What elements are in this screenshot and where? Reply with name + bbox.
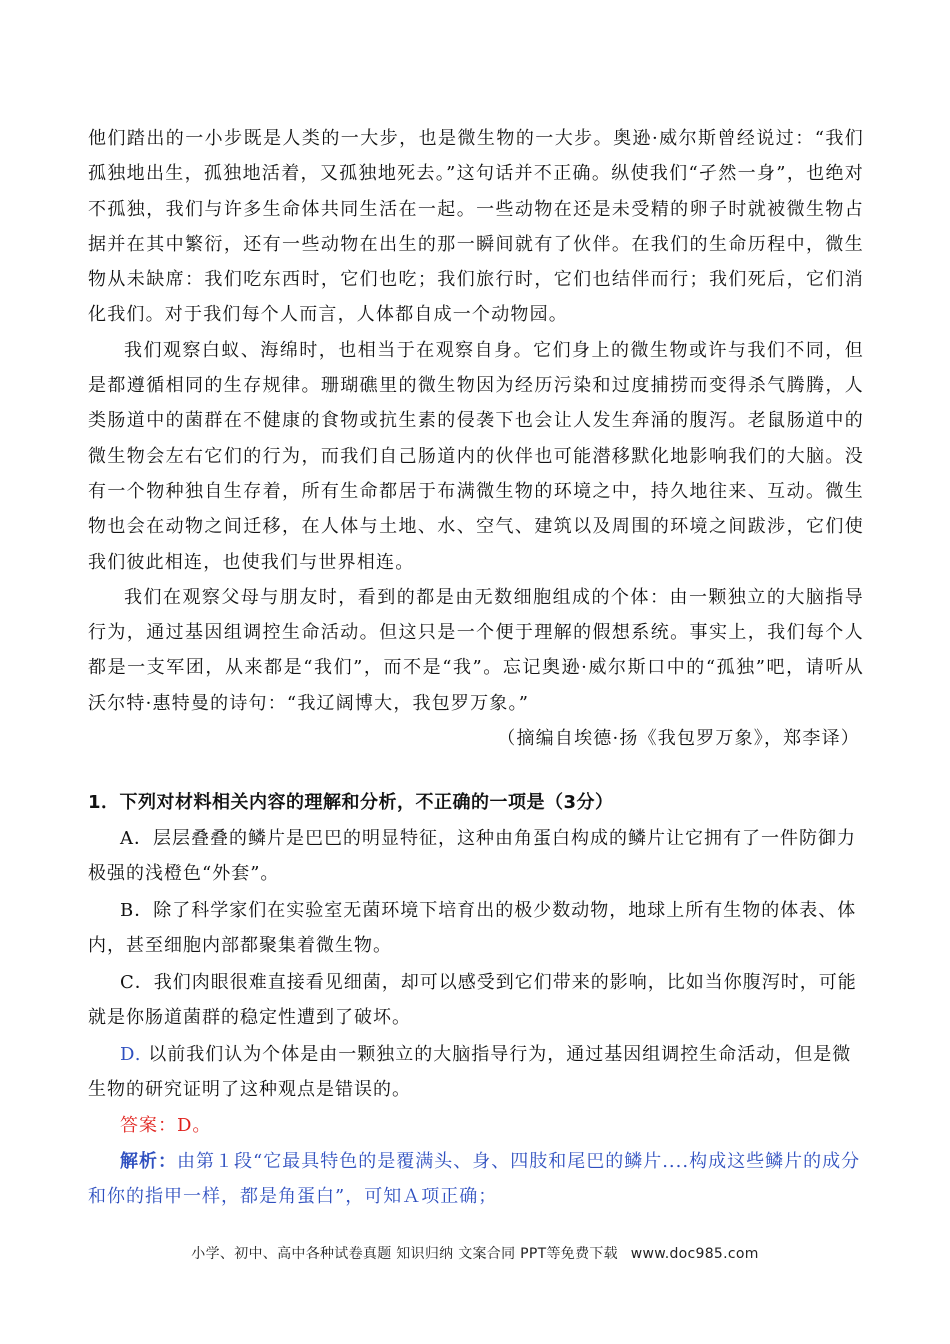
option-c: C．我们肉眼很难直接看见细菌，却可以感受到它们带来的影响，比如当你腹泻时，可能就是你肠道菌群的稳定性遭到了破坏。 <box>88 972 857 1028</box>
question-stem: 1．下列对材料相关内容的理解和分析，不正确的一项是（3分） <box>88 792 614 813</box>
analysis-label: 解析： <box>120 1151 177 1172</box>
option-a: A．层层叠叠的鳞片是巴巴的明显特征，这种由角蛋白构成的鳞片让它拥有了一件防御力极强的浅橙色“外套”。 <box>88 828 856 884</box>
analysis-text: 由第１段“它最具特色的是覆满头、身、四肢和尾巴的鳞片....构成这些鳞片的成分和你的指甲一样，都是角蛋白”，可知Ａ项正确； <box>88 1151 861 1207</box>
footer-site-link[interactable]: www.doc985.com <box>630 1246 759 1262</box>
option-b: B．除了科学家们在实验室无菌环境下培育出的极少数动物，地球上所有生物的体表、体内，甚至细胞内部都聚集着微生物。 <box>88 900 857 956</box>
option-d <box>88 1037 864 1107</box>
answer-line: 答案：D。 <box>120 1115 212 1136</box>
question-block <box>88 785 864 1214</box>
footer-text: 小学、初中、高中各种试卷真题 知识归纳 文案合同 PPT等免费下载 <box>191 1246 618 1262</box>
reading-passage <box>88 121 864 756</box>
option-d-text: 以前我们认为个体是由一颗独立的大脑指导行为，通过基因组调控生命活动，但是微生物的研究证明了这种观点是错误的。 <box>88 1044 852 1100</box>
option-d-letter: D. <box>120 1044 142 1065</box>
page-footer <box>0 1243 950 1263</box>
passage-paragraph-2: 我们观察白蚁、海绵时，也相当于在观察自身。它们身上的微生物或许与我们不同，但是都遵循相同的生存规律。珊瑚礁里的微生物因为经历污染和过度捕捞而变得杀气腾腾，人类肠道中的菌群在不健康的食物或抗生素的侵袭下也会让人发生奔涌的腹泻。老鼠肠道中的微生物会左右它们的行为，而我们自己肠道内的伙伴也可能潜移默化地影响我们的大脑。没有一个物种独自生存着，所有生命都居于布满微生物的环境之中，持久地往来、互动。微生物也会在动物之间迁移，在人体与土地、水、空气、建筑以及周围的环境之间跋涉，它们使我们彼此相连，也使我们与世界相连。 <box>88 339 864 573</box>
passage-paragraph-3: 我们在观察父母与朋友时，看到的都是由无数细胞组成的个体：由一颗独立的大脑指导行为，通过基因组调控生命活动。但这只是一个便于理解的假想系统。事实上，我们每个人都是一支军团，从来都是“我们”，而不是“我”。忘记奥逊·威尔斯口中的“孤独”吧，请听从沃尔特·惠特曼的诗句：“我辽阔博大，我包罗万象。” <box>88 586 864 714</box>
analysis-line <box>88 1144 864 1214</box>
passage-paragraph-1: 他们踏出的一小步既是人类的一大步，也是微生物的一大步。奥逊·威尔斯曾经说过：“我们孤独地出生，孤独地活着，又孤独地死去。”这句话并不正确。纵使我们“孑然一身”，也绝对不孤独，我们与许多生命体共同生活在一起。一些动物在还是未受精的卵子时就被微生物占据并在其中繁衍，还有一些动物在出生的那一瞬间就有了伙伴。在我们的生命历程中，微生物从未缺席：我们吃东西时，它们也吃；我们旅行时，它们也结伴而行；我们死后，它们消化我们。对于我们每个人而言，人体都自成一个动物园。 <box>88 128 864 326</box>
passage-source: （摘编自埃德·扬《我包罗万象》，郑李译） <box>497 728 860 750</box>
